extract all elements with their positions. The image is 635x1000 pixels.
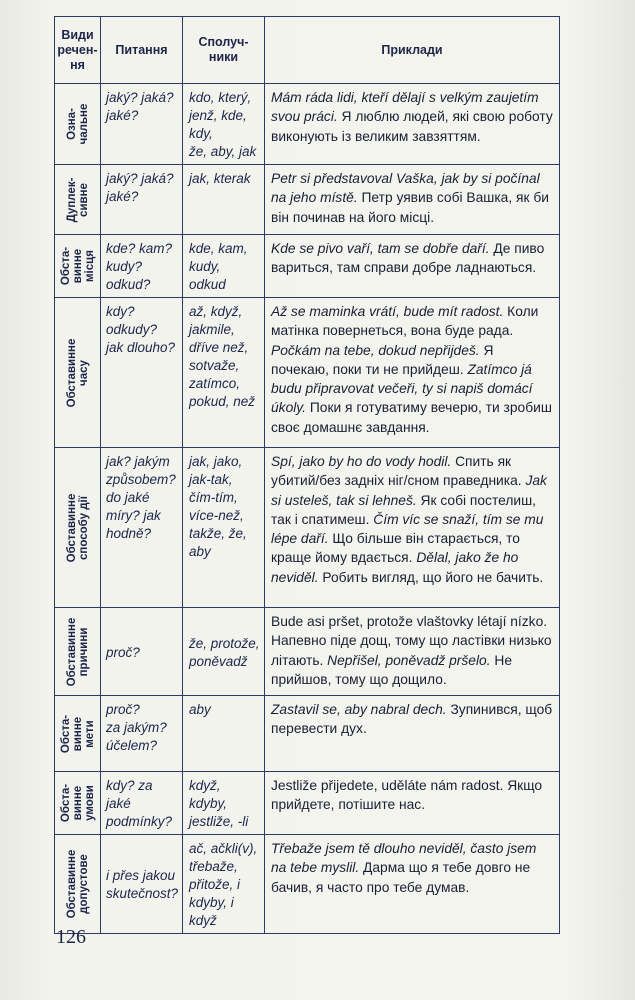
clause-type-cell [55, 448, 101, 608]
clause-type-label: Обста- винне мети [59, 714, 96, 753]
table-row [55, 608, 560, 696]
czech-example: Třebaže jsem tě dlouho neviděl, často jsem na tebe myslil. [271, 841, 537, 876]
ukrainian-translation: Bude asi pršet, protože vlaštovky létají nízko. Напевно піде дощ, тому що ластівки низько літають. [271, 614, 552, 668]
examples-cell [265, 448, 560, 608]
conjunctions-cell: až, když, jakmile, dříve než, sotvaže, zatímco, pokud, než [183, 298, 265, 448]
question-cell: jaký? jaká? jaké? [101, 84, 183, 165]
table-row [55, 448, 560, 608]
clause-type-label: Обставинне причини [65, 617, 90, 686]
table-row [55, 696, 560, 772]
table-header-row [55, 17, 560, 84]
ukrainian-translation: Поки я готуватиму вечерю, ти зробиш своє домашнє завдання. [271, 400, 552, 435]
czech-example: Nepřišel, poněvadž pršelo. [327, 652, 491, 668]
clause-type-label: Дуплек- сивне [65, 177, 90, 222]
header-question: Питання [101, 17, 183, 84]
ukrainian-translation: Коли матінка повернеться, вона буде рада. [271, 304, 539, 339]
clause-type-cell [55, 165, 101, 235]
examples-cell [265, 608, 560, 696]
table-row [55, 298, 560, 448]
clause-type-cell [55, 235, 101, 298]
header-type: Види речен- ня [55, 17, 101, 84]
question-cell: kdy? odkudy? jak dlouho? [101, 298, 183, 448]
clause-type-label: Обставинне часу [65, 338, 90, 407]
question-cell: kde? kam? kudy? odkud? [101, 235, 183, 298]
examples-cell [265, 696, 560, 772]
ukrainian-translation: Не прийшов, тому що дощило. [271, 652, 513, 687]
examples-cell [265, 235, 560, 298]
table-row [55, 84, 560, 165]
conjunctions-cell: ač, ačkli(v), třebaže, přitože, i kdyby, i když [183, 835, 265, 934]
page-number: 126 [56, 926, 86, 948]
czech-example: Mám ráda lidi, kteří dělají s velkým zaujetím svou práci. [271, 90, 539, 125]
table-row [55, 165, 560, 235]
clause-type-label: Обставинне допустове [65, 849, 90, 919]
conjunctions-cell: kdo, který, jenž, kde, kdy, že, aby, jak [183, 84, 265, 165]
clause-type-cell [55, 696, 101, 772]
ukrainian-translation: Дарма що я тебе довго не бачив, я часто про тебе думав. [271, 860, 531, 895]
table-row [55, 772, 560, 835]
czech-example: Čím víc se snaží, tím se mu lépe daří. [271, 511, 544, 547]
clause-type-label: Озна- чальне [65, 103, 90, 145]
czech-example: Kde se pivo vaří, tam se dobře daří. [271, 241, 490, 256]
ukrainian-translation: Петр уявив собі Вашка, як би він починав на його місці. [271, 190, 549, 225]
ukrainian-translation: Робить вигляд, що його не бачить. [318, 569, 544, 585]
question-cell: proč? [101, 608, 183, 696]
question-cell: jaký? jaká? jaké? [101, 165, 183, 235]
ukrainian-translation: Зупинився, щоб перевести дух. [271, 702, 553, 737]
clause-types-table [54, 16, 560, 934]
conjunctions-cell: jak, jako, jak-tak, čím-tím, více-než, takže, že, aby [183, 448, 265, 608]
ukrainian-translation: Де пиво вариться, там справи добре ладнаються. [271, 241, 545, 276]
table-row [55, 835, 560, 934]
conjunctions-cell: když, kdyby, jestliže, -li [183, 772, 265, 835]
clause-type-cell [55, 84, 101, 165]
ukrainian-translation: Спить як убитий/без задніх ніг/сном праведника. [271, 454, 526, 489]
czech-example: Petr si představoval Vaška, jak by si počínal na jeho místě. [271, 171, 540, 206]
clause-type-label: Обста- винне місця [59, 246, 96, 286]
clause-type-cell [55, 772, 101, 835]
question-cell: proč? za jakým? účelem? [101, 696, 183, 772]
ukrainian-translation: Як собі постелиш, так і спатимеш. [271, 492, 536, 527]
czech-example: Počkám na tebe, dokud nepřijdeš. [271, 342, 480, 358]
conjunctions-cell: aby [183, 696, 265, 772]
ukrainian-translation: Jestliže přijedete, uděláte nám radost. Якщо прийдете, потішите нас. [271, 778, 543, 813]
czech-example: Jak si ustelеš, tak si lehneš. [271, 473, 547, 508]
czech-example: Zastavil se, aby nabral dech. [271, 702, 447, 717]
examples-cell [265, 835, 560, 934]
examples-cell [265, 165, 560, 235]
header-conjunctions: Сполуч- ники [183, 17, 265, 84]
clause-type-cell [55, 608, 101, 696]
clause-type-label: Обста- винне умови [59, 783, 96, 823]
czech-example: Až se maminka vrátí, bude mít radost. [271, 304, 504, 319]
question-cell: jak? jakým způsobem? do jaké míry? jak hodně? [101, 448, 183, 608]
czech-example: Dělal, jako že ho neviděl. [271, 550, 519, 585]
clause-type-label: Обставинне способу дії [65, 493, 90, 562]
conjunctions-cell: kde, kam, kudy, odkud [183, 235, 265, 298]
conjunctions-cell: že, protože, poněvadž [183, 608, 265, 696]
clause-type-cell [55, 835, 101, 934]
ukrainian-translation: Я почекаю, поки ти не прийдеш. [271, 342, 494, 377]
conjunctions-cell: jak, kterak [183, 165, 265, 235]
czech-example: Zatímco já budu připravovat večeři, ty si napiš domácí úkoly. [271, 361, 533, 416]
ukrainian-translation: Що більше він старається, то краще йому вдається. [271, 531, 520, 566]
table-row [55, 235, 560, 298]
ukrainian-translation: Я люблю людей, які свою роботу виконують із великим завзяттям. [271, 109, 553, 144]
examples-cell [265, 298, 560, 448]
question-cell: kdy? za jaké podmínky? [101, 772, 183, 835]
examples-cell [265, 84, 560, 165]
czech-example: Spí, jako by ho do vody hodil. [271, 454, 452, 469]
question-cell: i přes jakou skutečnost? [101, 835, 183, 934]
examples-cell [265, 772, 560, 835]
clause-type-cell [55, 298, 101, 448]
header-examples: Приклади [265, 17, 560, 84]
